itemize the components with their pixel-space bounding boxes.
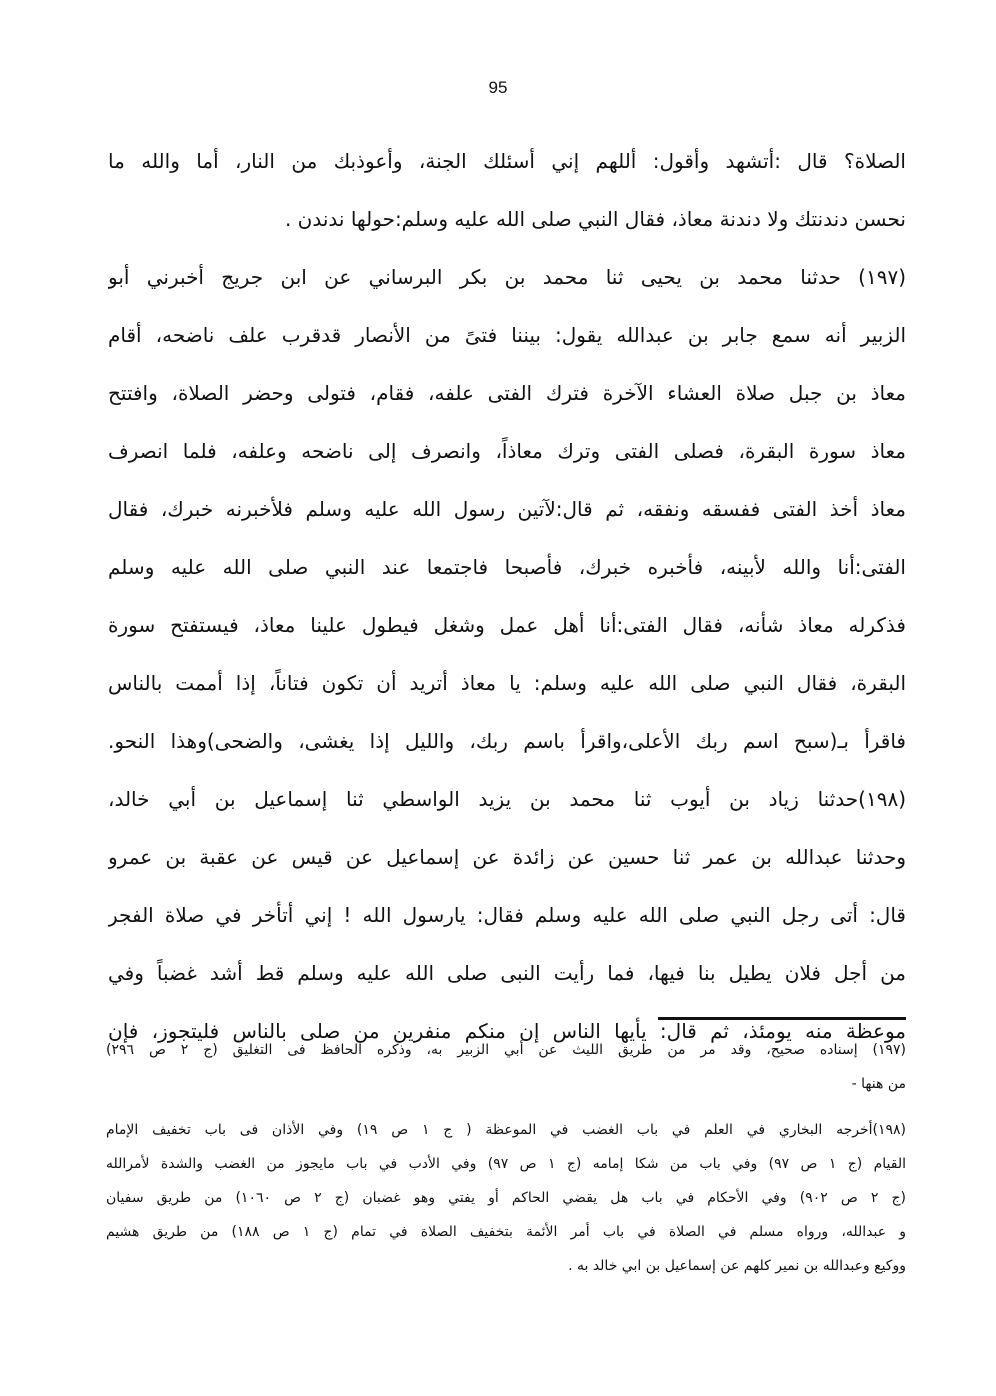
footnote-198-line: ووكيع وعبدالله بن نمير كلهم عن إسماعيل بن ابي خالد به . <box>568 1258 906 1274</box>
footnote-198-line: (١٩٨)أخرجه البخاري في العلم في باب الغضب في الموعظة ( ج ١ ص ١٩) وفي الأذان فى باب تخفيف الإمام <box>106 1122 906 1138</box>
footnote-198-line: القيام (ج ١ ص ٩٧) وفي باب من شكا إمامه (ج ١ ص ٩٧) وفي الأدب في باب مايجوز من الغضب والشدة لأمرالله <box>106 1156 906 1172</box>
text-line: (١٩٧) حدثنا محمد بن يحيى ثنا محمد بن بكر البرساني عن ابن جريج أخبرني أبو <box>108 265 906 289</box>
footnotes <box>106 1033 906 1283</box>
footnote-198-line: و عبدالله، ورواه مسلم في الصلاة في باب أمر الأئمة بتخفيف الصلاة في تمام (ج ١ ص ١٨٨) من طريق هشيم <box>106 1224 906 1240</box>
footnote-198-line: (ج ٢ ص ٩٠٢) وفي الأحكام في باب هل يقضي الحاكم أو يفتي وهو غضبان (ج ٢ ص ١٠٦٠) من طريق سفيان <box>106 1190 906 1206</box>
text-line: البقرة، فقال النبي صلى الله عليه وسلم: يا معاذ أتريد أن تكون فتاناً، إذا أممت بالناس <box>108 671 906 695</box>
footnote-divider <box>658 1017 906 1020</box>
text-line: معاذ سورة البقرة، فصلى الفتى وترك معاذاً، وانصرف إلى ناضحه وعلفه، فلما انصرف <box>108 439 906 463</box>
text-line: الزبير أنه سمع جابر بن عبدالله يقول: بيننا فتىً من الأنصار قدقرب علف ناضحه، أقام <box>108 323 906 347</box>
text-line: فاقرأ بـ(سبح اسم ربك الأعلى،واقرأ باسم ربك، والليل إذا يغشى، والضحى)وهذا النحو. <box>108 729 906 753</box>
text-line: معاذ أخذ الفتى ففسقه ونفقه، ثم قال:لآتين رسول الله عليه وسلم فلأخبرنه خبرك، فقال <box>108 497 906 521</box>
text-line: من أجل فلان يطيل بنا فيها، فما رأيت النبى صلى الله عليه وسلم قط أشد غضباً وفي <box>108 961 906 985</box>
text-line: فذكرله معاذ شأنه، فقال الفتى:أنا أهل عمل وشغل فيطول علينا معاذ، فيستفتح سورة <box>108 613 906 637</box>
footnote-197-line: من هنها - <box>851 1076 906 1092</box>
text-line: الفتى:أنا والله لأبينه، فأخبره خبرك، فأصبحا فاجتمعا عند النبي صلى الله عليه وسلم <box>108 555 906 579</box>
text-line: قال: أتى رجل النبي صلى الله عليه وسلم فقال: يارسول الله ! إني أتأخر في صلاة الفجر <box>108 903 906 927</box>
main-text-body <box>108 132 906 1060</box>
text-line: وحدثنا عبدالله بن عمر ثنا حسين عن زائدة عن إسماعيل عن قيس عن عقبة بن عمرو <box>108 845 906 869</box>
text-line: نحسن دندنتك ولا دندنة معاذ، فقال النبي صلى الله عليه وسلم:حولها ندندن . <box>284 207 906 231</box>
text-line: الصلاة؟ قال :أتشهد وأقول: أللهم إني أسئلك الجنة، وأعوذبك من النار، أما والله ما <box>108 149 906 173</box>
footnote-197-line: (١٩٧) إسناده صحيح، وقد مر من طريق الليث عن أبي الزبير به، وذكره الحافظ فى التغليق (ج ٢ ص ٢٩٦) <box>106 1042 906 1058</box>
text-line: (١٩٨)حدثنا زياد بن أيوب ثنا محمد بن يزيد الواسطي ثنا إسماعيل بن أبي خالد، <box>108 787 906 811</box>
page-number: 95 <box>488 78 508 97</box>
text-line: معاذ بن جبل صلاة العشاء الآخرة فترك الفتى علفه، فقام، فتولى وحضر الصلاة، وافتتح <box>108 381 906 405</box>
text-line: موعظة منه يومئذ، ثم قال: يأيها الناس إن منكم منفرين من صلى بالناس فليتجوز، فإن <box>108 1019 906 1043</box>
